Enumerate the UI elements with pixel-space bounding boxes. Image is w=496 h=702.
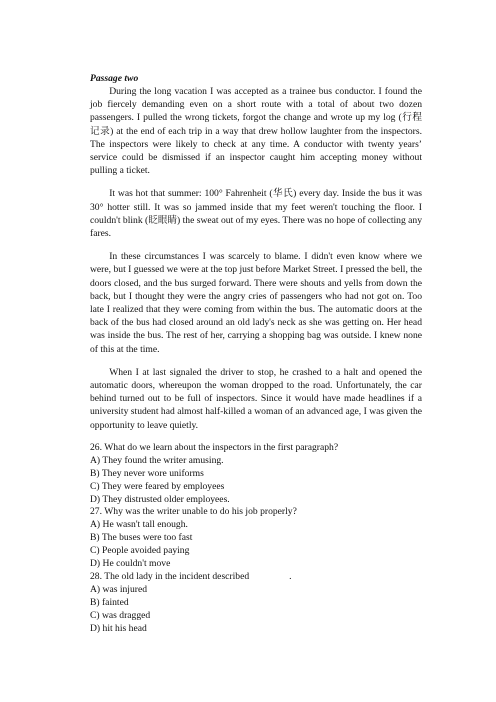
question-28 [90,571,422,636]
option-d: D) They distrusted older employees. [90,493,230,505]
passage-paragraph-3: In these circumstances I was scarcely to blame. I didn't even know where we were, but I guessed we were at the top just before Market Street. I pressed the bell, the doors closed, and the bus surged forward. There were shouts and yells from down the back, but I thought they were the angry cries of passengers who had not got on. Too late I realized that they were coming from within the bus. The automatic doors at the back of the bus had closed around an old lady's neck as she was getting on. Her head was inside the bus. The rest of her, carrying a shopping bag was outside. I knew none of this at the time. [90,251,422,355]
paragraph-spacer [90,356,422,366]
option-a: A) was injured [90,583,148,595]
option-c: C) People avoided paying [90,545,190,557]
option-a: A) They found the writer amusing. [90,454,224,466]
question-26 [90,442,422,507]
question-stem: 26. What do we learn about the inspectors in the first paragraph? [90,441,339,453]
option-a: A) He wasn't tall enough. [90,519,188,531]
question-stem-line [90,571,422,584]
passage-paragraph-4: When I at last signaled the driver to stop, he crashed to a halt and opened the automatic doors, whereupon the woman dropped to the road. Unfortunately, the car behind turned out to be full of inspectors. Since it would have made headlines if a university student had almost half-killed a woman of an advanced age, I was given the opportunity to leave quietly. [90,366,422,431]
option-d: D) He couldn't move [90,558,171,570]
paragraph-spacer [90,177,422,187]
option-b: B) The buses were too fast [90,532,193,544]
passage-title: Passage two [90,73,139,84]
paragraph-spacer [90,240,422,250]
paragraph-spacer [90,432,422,442]
option-d: D) hit his head [90,622,147,634]
question-stem: 28. The old lady in the incident described [90,570,250,582]
question-stem-end: . [289,570,292,582]
passage-paragraph-1: During the long vacation I was accepted as a trainee bus conductor. I found the job fiercely demanding even on a short route with a total of about two dozen passengers. I pulled the wrong tickets, forgot the change and wrote up my log (行程记录) at the end of each trip in a way that drew hollow laughter from the inspectors. The inspectors were likely to check at any time. A conductor with twenty years’ service could be dismissed if an inspector caught him accepting money without pulling a ticket. [90,86,422,177]
question-27 [90,506,422,571]
option-c: C) They were feared by employees [90,480,225,492]
option-b: B) They never wore uniforms [90,467,204,479]
option-c: C) was dragged [90,609,151,621]
option-b: B) fainted [90,596,129,608]
question-stem: 27. Why was the writer unable to do his job properly? [90,506,297,518]
document-page [90,72,422,635]
passage-paragraph-2: It was hot that summer: 100° Fahrenheit (华氏) every day. Inside the bus it was 30° hotter still. It was so jammed inside that my feet weren't touching the floor. I couldn't blink (眨眼睛) the sweat out of my eyes. There was no hope of collecting any fares. [90,188,422,240]
